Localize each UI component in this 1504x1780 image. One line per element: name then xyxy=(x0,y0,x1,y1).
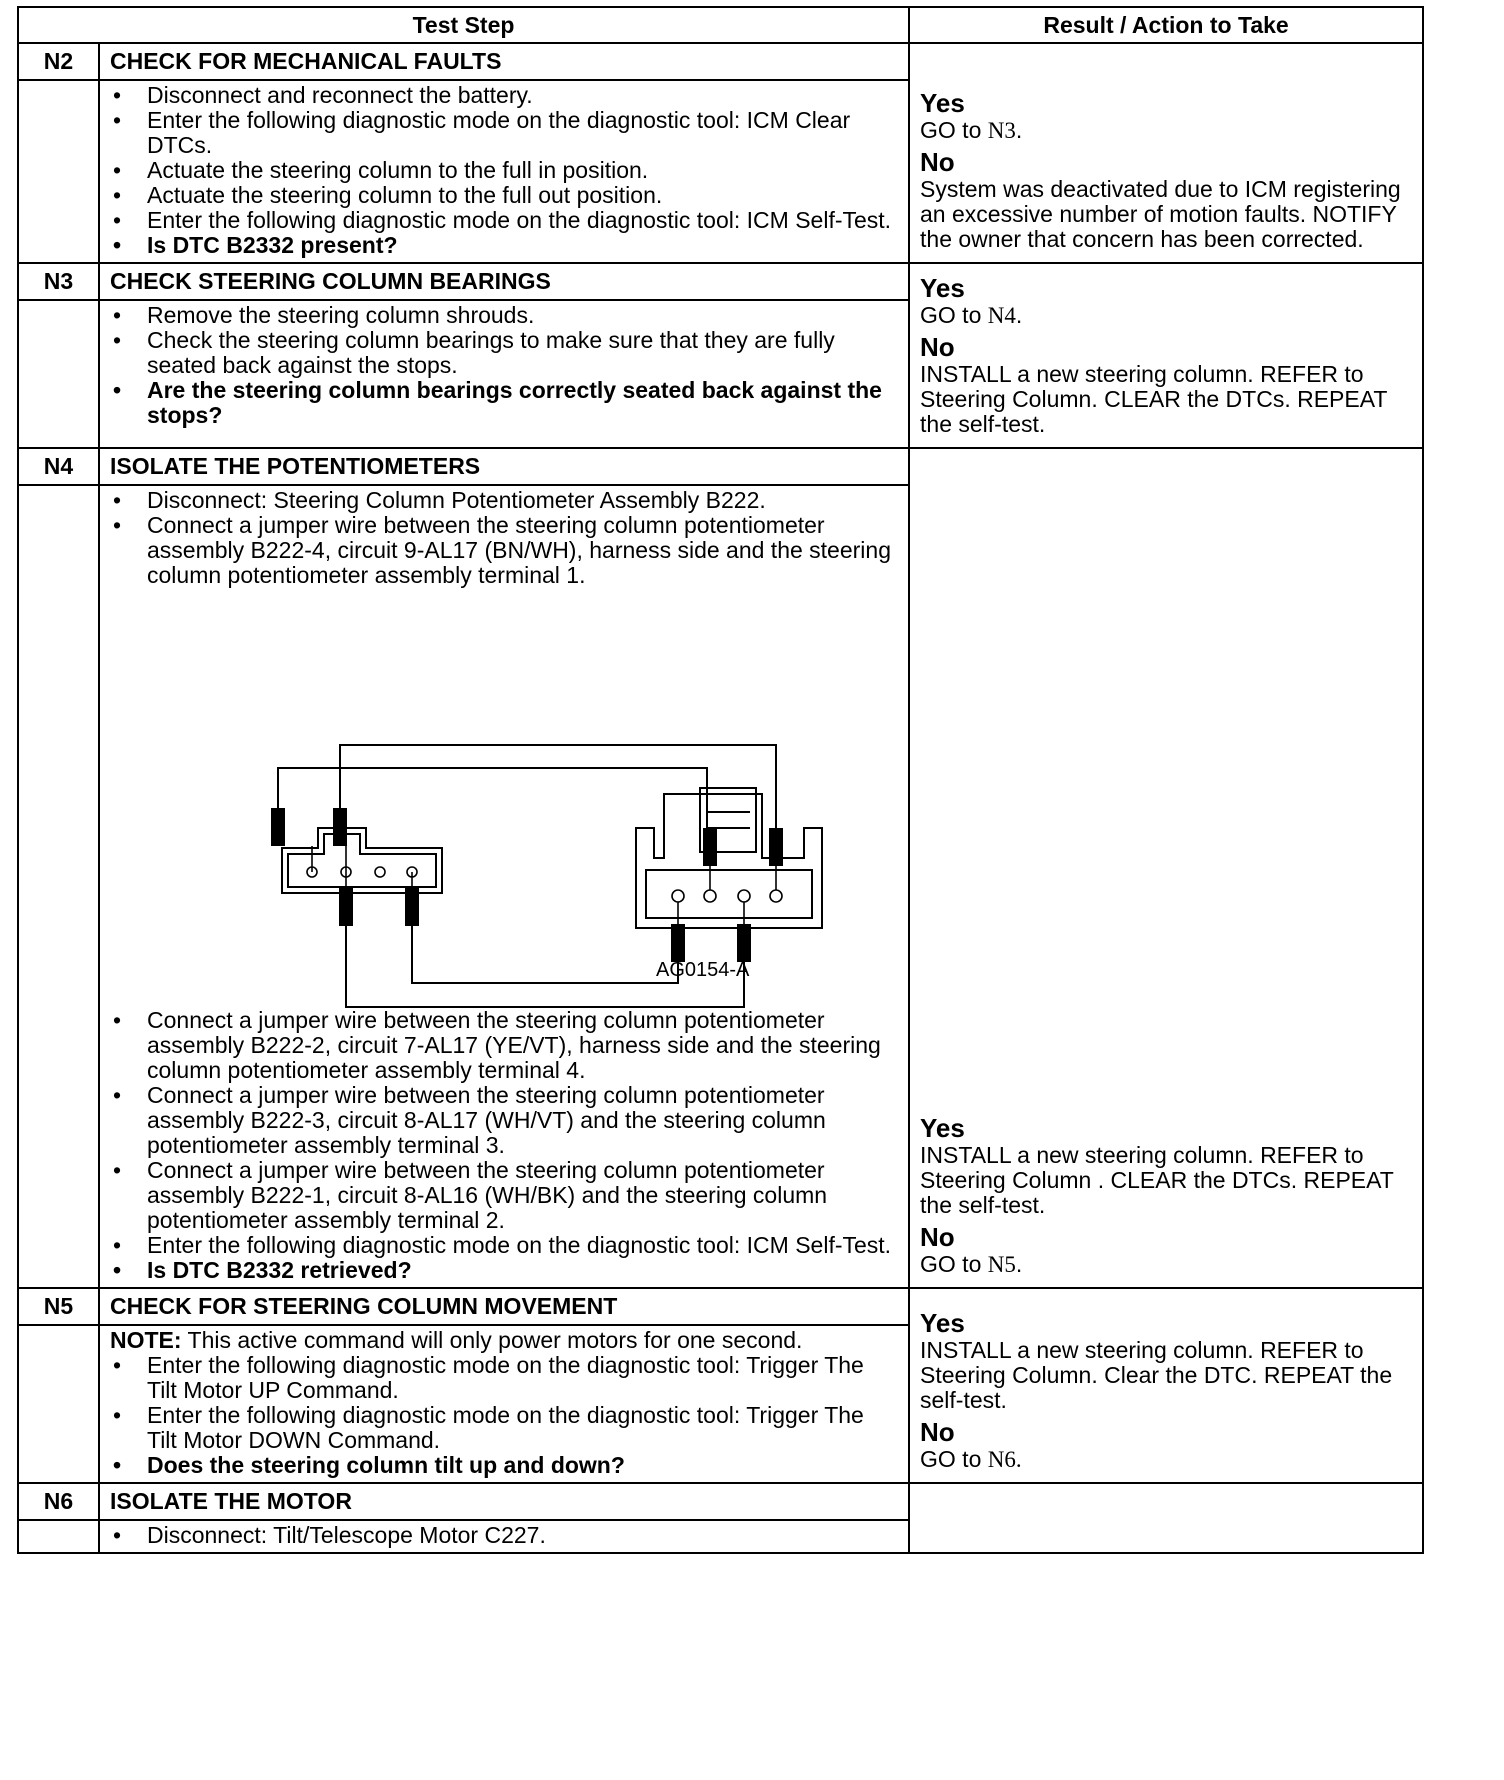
step-title: ISOLATE THE POTENTIOMETERS xyxy=(99,448,909,485)
no-label: No xyxy=(920,147,955,177)
step-link[interactable]: N5 xyxy=(987,1252,1016,1277)
step-body xyxy=(99,1520,909,1553)
step-body xyxy=(99,1325,909,1483)
go-to-text: GO to xyxy=(920,117,982,143)
list-item: • Enter the following diagnostic mode on the diagnostic tool: Trigger The Tilt Motor DOWN Command. xyxy=(110,1403,898,1453)
step-title: CHECK FOR STEERING COLUMN MOVEMENT xyxy=(99,1288,909,1325)
no-action xyxy=(920,1447,1412,1472)
left-connector xyxy=(282,828,442,893)
step-title-row xyxy=(18,1483,1423,1520)
no-label: No xyxy=(920,1222,955,1252)
go-to-text: GO to xyxy=(920,1251,982,1277)
step-id-spacer xyxy=(18,1520,99,1553)
result-cell xyxy=(909,43,1423,263)
step-note xyxy=(110,1328,898,1353)
note-label: NOTE: xyxy=(110,1327,182,1353)
list-item: • Actuate the steering column to the full in position. xyxy=(110,158,898,183)
jumper-clips xyxy=(271,808,783,962)
step-body xyxy=(99,485,909,1288)
go-to-text: GO to xyxy=(920,1446,982,1472)
step-link[interactable]: N4 xyxy=(987,303,1016,328)
step-id: N3 xyxy=(18,263,99,300)
figure-caption: AG0154-A xyxy=(656,959,750,981)
list-item: • Enter the following diagnostic mode on the diagnostic tool: ICM Clear DTCs. xyxy=(110,108,898,158)
result-header: Result / Action to Take xyxy=(909,7,1423,43)
note-text: This active command will only power motors for one second. xyxy=(187,1327,803,1353)
step-title-row xyxy=(18,263,1423,300)
step-title: CHECK FOR MECHANICAL FAULTS xyxy=(99,43,909,80)
step-id: N4 xyxy=(18,448,99,485)
result-cell xyxy=(909,1483,1423,1553)
step-id: N5 xyxy=(18,1288,99,1325)
step-list xyxy=(110,303,898,428)
list-item: • Enter the following diagnostic mode on the diagnostic tool: ICM Self-Test. xyxy=(110,208,898,233)
list-item: • Connect a jumper wire between the steering column potentiometer assembly B222-2, circuit 7-AL17 (YE/VT), harness side and the steering column potentiometer assembly terminal 4. xyxy=(110,1008,898,1083)
step-list xyxy=(110,83,898,258)
yes-action: GO to N4. xyxy=(920,302,1023,328)
jumper-wiring-figure xyxy=(110,588,900,1008)
yes-action: INSTALL a new steering column. REFER to Steering Column. Clear the DTC. REPEAT the self-test. xyxy=(920,1337,1393,1413)
list-item: • Check the steering column bearings to make sure that they are fully seated back against the stops. xyxy=(110,328,898,378)
list-item: • Enter the following diagnostic mode on the diagnostic tool: Trigger The Tilt Motor UP Command. xyxy=(110,1353,898,1403)
list-item: • Actuate the steering column to the full out position. xyxy=(110,183,898,208)
left-connector-pins xyxy=(307,867,417,877)
step-title-row xyxy=(18,1288,1423,1325)
yes-label: Yes xyxy=(920,1308,965,1338)
step-title: CHECK STEERING COLUMN BEARINGS xyxy=(99,263,909,300)
list-item: • Enter the following diagnostic mode on the diagnostic tool: ICM Self-Test. xyxy=(110,1233,898,1258)
result-cell xyxy=(909,1288,1423,1483)
step-link[interactable]: N6. xyxy=(987,1447,1022,1472)
yes-label: Yes xyxy=(920,1113,965,1143)
step-body xyxy=(99,80,909,263)
step-question: • Is DTC B2332 retrieved? xyxy=(110,1258,898,1283)
wiring-diagram xyxy=(110,588,898,1008)
result-cell xyxy=(909,448,1423,1288)
no-label: No xyxy=(920,332,955,362)
step-id-spacer xyxy=(18,80,99,263)
go-to-text: GO to xyxy=(920,302,982,328)
list-item: • Connect a jumper wire between the steering column potentiometer assembly B222-1, circuit 8-AL16 (WH/BK) and the steering column potentiometer assembly terminal 2. xyxy=(110,1158,898,1233)
step-list xyxy=(110,488,898,588)
step-list xyxy=(110,1523,898,1548)
step-link[interactable]: N3 xyxy=(987,118,1016,143)
diagnostic-table xyxy=(17,6,1424,1554)
step-question: • Does the steering column tilt up and down? xyxy=(110,1453,898,1478)
no-action: GO to N5. xyxy=(920,1251,1023,1277)
yes-action: GO to N3. xyxy=(920,117,1023,143)
list-item: • Disconnect: Tilt/Telescope Motor C227. xyxy=(110,1523,898,1548)
no-label: No xyxy=(920,1417,955,1447)
yes-label: Yes xyxy=(920,88,965,118)
yes-action: INSTALL a new steering column. REFER to Steering Column . CLEAR the DTCs. REPEAT the self-test. xyxy=(920,1142,1394,1218)
list-item: • Remove the steering column shrouds. xyxy=(110,303,898,328)
yes-label: Yes xyxy=(920,273,965,303)
test-step-header: Test Step xyxy=(18,7,909,43)
step-id: N2 xyxy=(18,43,99,80)
no-action: INSTALL a new steering column. REFER to Steering Column. CLEAR the DTCs. REPEAT the self-test. xyxy=(920,361,1388,437)
right-connector xyxy=(636,788,822,928)
list-item: • Disconnect and reconnect the battery. xyxy=(110,83,898,108)
step-list xyxy=(110,1353,898,1478)
step-body xyxy=(99,300,909,448)
step-question: • Is DTC B2332 present? xyxy=(110,233,898,258)
list-item: • Disconnect: Steering Column Potentiometer Assembly B222. xyxy=(110,488,898,513)
step-id-spacer xyxy=(18,485,99,1288)
header-row xyxy=(18,7,1423,43)
step-title: ISOLATE THE MOTOR xyxy=(99,1483,909,1520)
result-cell xyxy=(909,263,1423,448)
no-action: System was deactivated due to ICM registering an excessive number of motion faults. NOTIFY the owner that concern has been corrected. xyxy=(920,176,1401,252)
list-item: • Connect a jumper wire between the steering column potentiometer assembly B222-3, circuit 8-AL17 (WH/VT) and the steering column potentiometer assembly terminal 3. xyxy=(110,1083,898,1158)
step-question: • Are the steering column bearings correctly seated back against the stops? xyxy=(110,378,898,428)
list-item: • Connect a jumper wire between the steering column potentiometer assembly B222-4, circuit 9-AL17 (BN/WH), harness side and the steering column potentiometer assembly terminal 1. xyxy=(110,513,898,588)
step-id-spacer xyxy=(18,300,99,448)
step-list xyxy=(110,1008,898,1283)
step-id: N6 xyxy=(18,1483,99,1520)
step-id-spacer xyxy=(18,1325,99,1483)
right-connector-pins xyxy=(672,890,782,902)
step-title-row xyxy=(18,448,1423,485)
step-title-row xyxy=(18,43,1423,80)
